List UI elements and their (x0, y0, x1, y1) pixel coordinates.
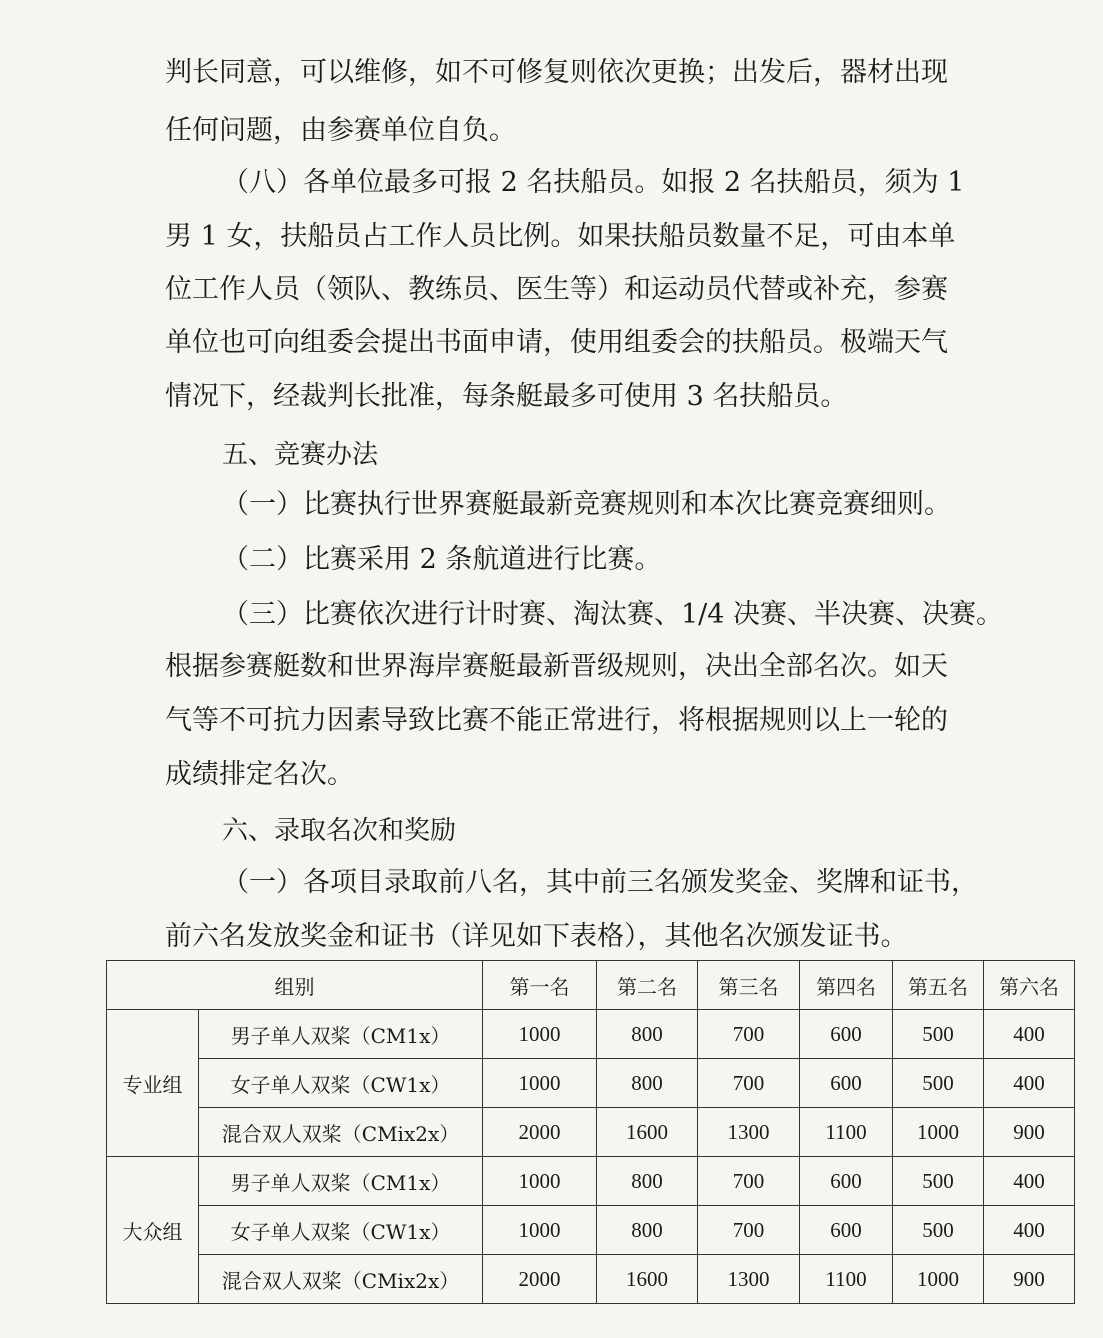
prize-cell: 500 (893, 1157, 984, 1206)
prize-cell: 600 (800, 1206, 893, 1255)
prize-cell: 2000 (483, 1108, 597, 1157)
event-name: 混合双人双桨（CMix2x） (199, 1255, 483, 1304)
group-name: 大众组 (107, 1157, 199, 1304)
table-row (107, 1010, 1075, 1059)
paragraph-line: （二）比赛采用 2 条航道进行比赛。 (222, 544, 662, 575)
paragraph-line: 根据参赛艇数和世界海岸赛艇最新晋级规则，决出全部名次。如天 (165, 651, 948, 682)
rank-header: 第一名 (483, 961, 597, 1010)
table-row (107, 1206, 1075, 1255)
rank-header: 第五名 (893, 961, 984, 1010)
prize-cell: 1000 (893, 1255, 984, 1304)
prize-cell: 800 (597, 1157, 698, 1206)
rank-header: 第三名 (698, 961, 800, 1010)
rank-header: 第四名 (800, 961, 893, 1010)
prize-cell: 400 (984, 1206, 1075, 1255)
prize-cell: 800 (597, 1059, 698, 1108)
event-name: 混合双人双桨（CMix2x） (199, 1108, 483, 1157)
paragraph-line: （三）比赛依次进行计时赛、淘汰赛、1/4 决赛、半决赛、决赛。 (222, 599, 1004, 630)
prize-cell: 700 (698, 1157, 800, 1206)
prize-cell: 1600 (597, 1255, 698, 1304)
table-row (107, 1157, 1075, 1206)
prize-cell: 600 (800, 1010, 893, 1059)
prize-cell: 900 (984, 1255, 1075, 1304)
group-header: 组别 (107, 961, 483, 1010)
prize-cell: 500 (893, 1010, 984, 1059)
prize-cell: 700 (698, 1010, 800, 1059)
paragraph-line: 判长同意，可以维修，如不可修复则依次更换；出发后，器材出现 (165, 57, 948, 88)
prize-cell: 800 (597, 1010, 698, 1059)
prize-cell: 600 (800, 1157, 893, 1206)
prize-cell: 1000 (483, 1206, 597, 1255)
paragraph-line: 前六名发放奖金和证书（详见如下表格），其他名次颁发证书。 (165, 921, 908, 952)
prize-cell: 400 (984, 1010, 1075, 1059)
section-heading: 五、竞赛办法 (222, 440, 379, 470)
prize-cell: 700 (698, 1059, 800, 1108)
prize-cell: 1000 (483, 1157, 597, 1206)
rank-header: 第六名 (984, 961, 1075, 1010)
section-heading: 六、录取名次和奖励 (222, 816, 457, 846)
prize-cell: 500 (893, 1059, 984, 1108)
prize-cell: 800 (597, 1206, 698, 1255)
prize-cell: 1300 (698, 1108, 800, 1157)
prize-table (106, 960, 1075, 1304)
prize-cell: 700 (698, 1206, 800, 1255)
prize-cell: 2000 (483, 1255, 597, 1304)
paragraph-line: 单位也可向组委会提出书面申请，使用组委会的扶船员。极端天气 (165, 327, 948, 358)
paragraph-line: 情况下，经裁判长批准，每条艇最多可使用 3 名扶船员。 (165, 381, 848, 412)
prize-cell: 500 (893, 1206, 984, 1255)
prize-cell: 1100 (800, 1255, 893, 1304)
event-name: 女子单人双桨（CW1x） (199, 1059, 483, 1108)
paragraph-line: 位工作人员（领队、教练员、医生等）和运动员代替或补充，参赛 (165, 274, 948, 305)
event-name: 男子单人双桨（CM1x） (199, 1010, 483, 1059)
table-row (107, 1059, 1075, 1108)
prize-cell: 1300 (698, 1255, 800, 1304)
table-row (107, 1255, 1075, 1304)
prize-cell: 1600 (597, 1108, 698, 1157)
prize-cell: 1000 (483, 1010, 597, 1059)
prize-cell: 400 (984, 1157, 1075, 1206)
event-name: 女子单人双桨（CW1x） (199, 1206, 483, 1255)
paragraph-line: （八）各单位最多可报 2 名扶船员。如报 2 名扶船员，须为 1 (222, 167, 965, 198)
paragraph-line: 男 1 女，扶船员占工作人员比例。如果扶船员数量不足，可由本单 (165, 221, 956, 252)
table-header-row (107, 961, 1075, 1010)
table-row (107, 1108, 1075, 1157)
paragraph-line: （一）比赛执行世界赛艇最新竞赛规则和本次比赛竞赛细则。 (222, 489, 951, 520)
rank-header: 第二名 (597, 961, 698, 1010)
prize-cell: 900 (984, 1108, 1075, 1157)
prize-cell: 400 (984, 1059, 1075, 1108)
prize-cell: 1100 (800, 1108, 893, 1157)
paragraph-line: （一）各项目录取前八名，其中前三名颁发奖金、奖牌和证书， (222, 867, 978, 898)
prize-cell: 1000 (893, 1108, 984, 1157)
group-name: 专业组 (107, 1010, 199, 1157)
prize-cell: 600 (800, 1059, 893, 1108)
event-name: 男子单人双桨（CM1x） (199, 1157, 483, 1206)
paragraph-line: 气等不可抗力因素导致比赛不能正常进行，将根据规则以上一轮的 (165, 705, 948, 736)
paragraph-line: 任何问题，由参赛单位自负。 (165, 115, 516, 146)
paragraph-line: 成绩排定名次。 (165, 759, 354, 790)
prize-cell: 1000 (483, 1059, 597, 1108)
